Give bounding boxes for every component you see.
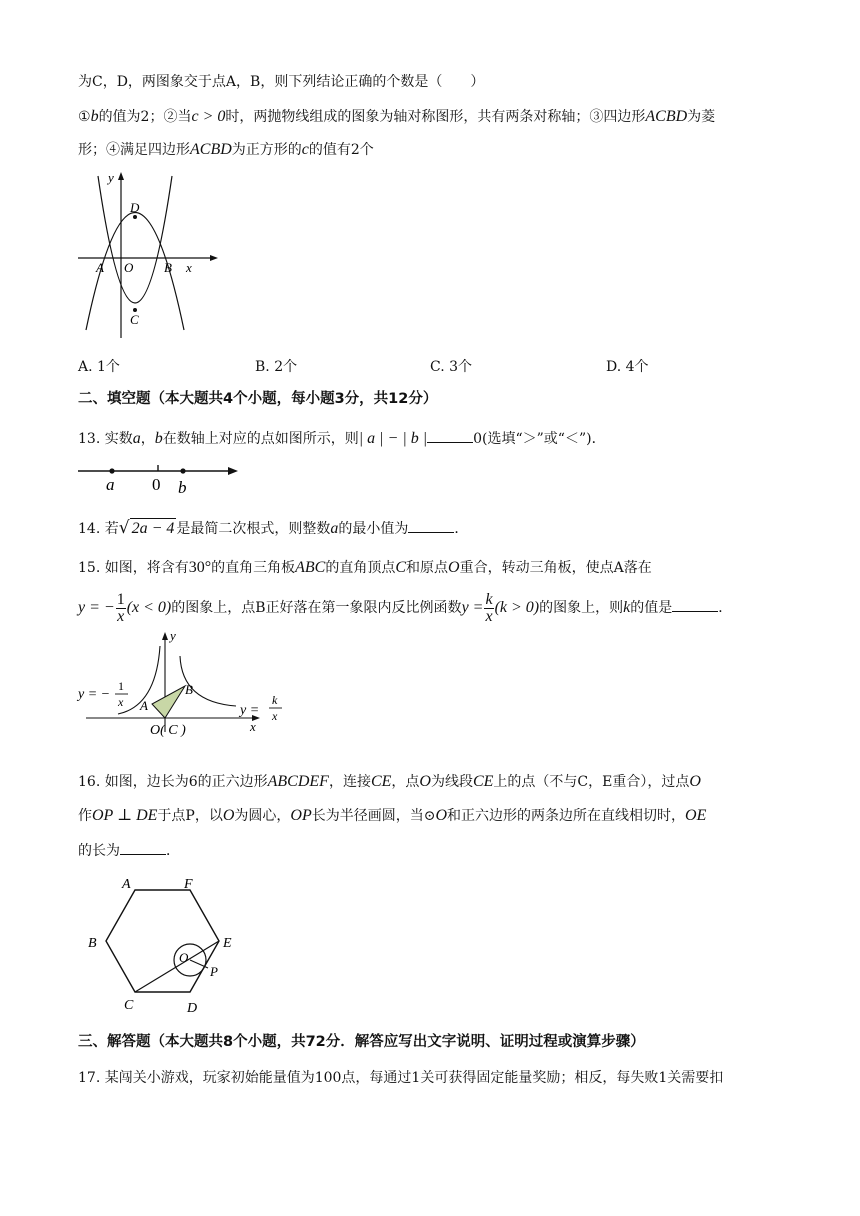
fraction-denominator: x: [117, 607, 125, 625]
math-c: c: [301, 141, 309, 158]
q12-text: 为菱: [687, 109, 716, 125]
segment-ce: [135, 941, 219, 992]
q15-text: 的图象上，点B正好落在第一象限内反比例函数: [171, 600, 462, 616]
math-abs-expression: | a | − | b |: [358, 430, 428, 447]
q15-text: 的值是: [630, 600, 673, 616]
label-a: A: [140, 698, 148, 713]
label-b: B: [164, 260, 172, 275]
q16-text: 长为半径画圆，当⊙: [311, 808, 436, 824]
math-k: k: [623, 599, 631, 616]
math-oe: OE: [685, 807, 707, 824]
q16-text: 上的点（不与C，E重合），过点: [493, 774, 690, 790]
math-op: OP: [290, 807, 312, 824]
q13-number-line: [78, 460, 248, 500]
q16-line-3: [78, 840, 180, 861]
q13-text: 0(选填“＞”或“＜”)．: [473, 431, 606, 447]
math-b: b: [154, 430, 163, 447]
q16-text: 作: [78, 808, 92, 824]
point-a-dot: [109, 468, 114, 473]
math-ce: CE: [472, 773, 494, 790]
math-a: a: [330, 520, 339, 537]
q12-text: 形；④满足四边形: [78, 142, 190, 158]
q15-text: 和原点: [406, 560, 449, 576]
math-quadrilateral: ACBD: [190, 141, 232, 158]
math-quadrilateral: ACBD: [645, 108, 688, 125]
fraction-numerator: 1: [116, 590, 125, 608]
math-a: a: [132, 430, 141, 447]
label-right-function-numerator: k: [272, 693, 278, 707]
label-a: A: [122, 877, 131, 892]
section-3-heading: 三、解答题（本大题共8个小题，共72分．解答应写出文字说明、证明过程或演算步骤）: [78, 1034, 645, 1050]
label-b: B: [88, 936, 97, 951]
q13-line: [78, 428, 606, 449]
label-y: y: [170, 628, 176, 643]
q15-hyperbola-figure: [78, 628, 298, 740]
label-left-function-numerator: 1: [118, 679, 124, 693]
label-right-function-lhs: y =: [240, 703, 260, 718]
q17-line-1: 17. 某闯关小游戏，玩家初始能量值为100点，每通过1关可获得固定能量奖励；相反，每失败1关需要扣: [78, 1070, 724, 1086]
label-x: x: [250, 719, 256, 734]
q15-line-1: [78, 558, 652, 578]
q12-line-3: [78, 140, 374, 160]
q13-text: ，: [140, 431, 155, 447]
fraction-denominator: x: [485, 607, 493, 625]
q15-text: 的直角顶点: [325, 560, 396, 576]
label-zero: 0: [152, 475, 161, 494]
q12-parabola-figure: [78, 170, 208, 340]
q16-text: 为线段: [430, 774, 473, 790]
q14-answer-blank[interactable]: [408, 518, 454, 533]
q16-text: 于点P，以: [157, 808, 223, 824]
fraction-numerator: k: [485, 590, 493, 608]
upward-parabola: [98, 176, 172, 303]
math-k-condition: (k > 0): [494, 599, 540, 616]
hexagon-abcdef: [106, 890, 219, 992]
math-o: O: [222, 807, 235, 824]
q12-text: 的值为2；②当: [98, 109, 192, 125]
label-left-function-denominator: x: [118, 695, 124, 709]
q12-text: 时，两抛物线组成的图象为轴对称图形，共有两条对称轴；③四边形: [225, 109, 646, 125]
label-a: A: [96, 260, 104, 275]
q13-text: 13. 实数: [78, 431, 133, 447]
math-triangle: ABC: [295, 559, 326, 576]
right-hyperbola-branch: [180, 656, 236, 706]
q16-line-1: [78, 772, 701, 792]
label-right-function-denominator: x: [272, 709, 278, 723]
q12-line-2: [78, 107, 715, 127]
math-function-1-lhs: y = −: [78, 599, 115, 616]
fraction-1-over-x: [116, 592, 126, 625]
label-c: C: [130, 312, 139, 327]
label-b: B: [185, 682, 193, 697]
section-2-heading: 二、填空题（本大题共4个小题，每小题3分，共12分）: [78, 391, 438, 407]
label-o: O: [124, 260, 134, 275]
q12-text: 为正方形的: [231, 142, 302, 158]
q14-text: ．: [454, 521, 469, 537]
math-hexagon: ABCDEF: [267, 773, 329, 790]
q16-text: 的长为: [78, 843, 120, 859]
q16-line-2: [78, 806, 706, 826]
y-axis-arrow-icon: [162, 632, 168, 640]
option-b[interactable]: B. 2个: [255, 359, 298, 375]
q16-answer-blank[interactable]: [120, 840, 166, 855]
q15-line-2: [78, 590, 732, 626]
point-d: [133, 215, 137, 219]
label-y: y: [108, 170, 114, 185]
x-axis-arrow-icon: [210, 255, 218, 261]
label-o-c: O( C ): [150, 723, 186, 738]
q16-text: 16. 如图，边长为6的正六边形: [78, 774, 268, 790]
q12-text: 的值有2个: [308, 142, 374, 158]
point-b-dot: [180, 468, 185, 473]
label-b: b: [178, 478, 187, 497]
q15-text: 的图象上，则: [539, 600, 624, 616]
q15-text: ．: [718, 600, 733, 616]
option-a[interactable]: A. 1个: [78, 359, 120, 375]
option-c[interactable]: C. 3个: [430, 359, 473, 375]
label-d: D: [187, 1001, 198, 1016]
q16-hexagon-figure: [86, 874, 256, 1020]
q13-answer-blank[interactable]: [427, 428, 473, 443]
label-a: a: [106, 475, 115, 494]
q15-text: 15. 如图，将含有: [78, 560, 189, 576]
label-d: D: [130, 200, 140, 215]
label-f: F: [184, 877, 193, 892]
label-o: O: [179, 950, 189, 965]
math-o: O: [435, 807, 448, 824]
math-function-2-lhs: y =: [461, 599, 484, 616]
q16-text: ，点: [391, 774, 420, 790]
math-condition: c > 0: [191, 108, 226, 125]
math-b: b: [90, 108, 99, 125]
label-left-function-lhs: y = −: [78, 687, 111, 702]
q13-text: 在数轴上对应的点如图所示，则: [162, 431, 359, 447]
q15-answer-blank[interactable]: [672, 597, 718, 612]
math-perpendicular: OP ⊥ DE: [92, 807, 158, 824]
math-c: C: [395, 559, 407, 576]
label-p: P: [210, 964, 218, 979]
triangle-abc: [152, 686, 185, 718]
sqrt-radical-icon: √: [118, 518, 130, 538]
q14-text: 的最小值为: [338, 521, 409, 537]
label-e: E: [223, 936, 232, 951]
math-o: O: [419, 773, 431, 790]
q16-text: ，连接: [328, 774, 371, 790]
math-o: O: [448, 559, 460, 576]
q12-text: ①: [78, 109, 91, 125]
math-ce: CE: [370, 773, 392, 790]
q14-line: [78, 518, 468, 539]
fraction-k-over-x: [484, 592, 493, 625]
q12-line-1: [78, 72, 484, 92]
q14-text: 14. 若: [78, 521, 119, 537]
q16-text: ．: [166, 843, 180, 859]
number-line-arrow-icon: [228, 467, 238, 475]
q16-text: 和正六边形的两条边所在直线相切时，: [447, 808, 686, 824]
math-domain-condition: (x < 0): [126, 599, 172, 616]
math-o: O: [689, 773, 701, 790]
label-x: x: [186, 260, 192, 275]
q16-text: 为圆心，: [234, 808, 291, 824]
q14-text: 是最简二次根式，则整数: [176, 521, 331, 537]
label-c: C: [124, 998, 134, 1013]
option-d[interactable]: D. 4个: [606, 359, 649, 375]
q15-text: 的直角三角板: [211, 560, 296, 576]
q15-text: 重合，转动三角板，使点A落在: [459, 560, 652, 576]
math-angle: 30°: [188, 559, 212, 576]
q12-stem-text: 为C，D，两图象交于点A，B，则下列结论正确的个数是（ ）: [78, 74, 485, 90]
math-radicand: 2a − 4: [131, 520, 175, 537]
y-axis-arrow-icon: [118, 172, 124, 180]
